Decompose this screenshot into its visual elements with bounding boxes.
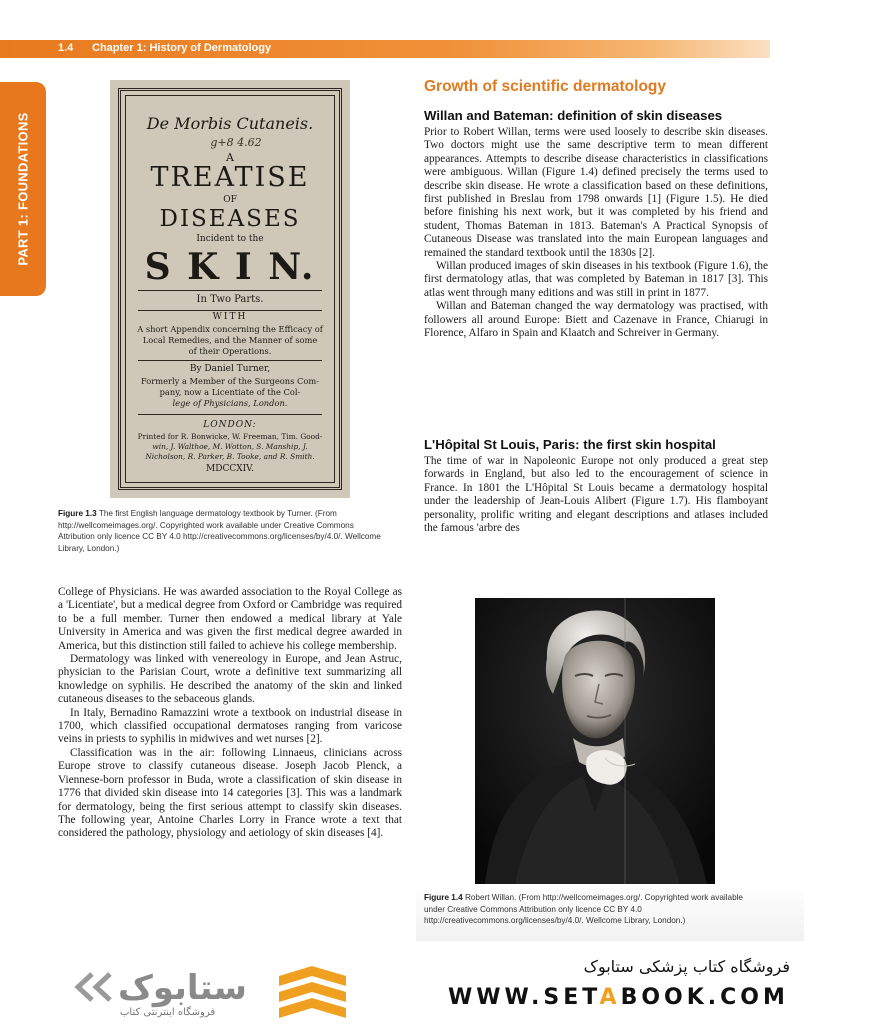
tp-line-a: A bbox=[226, 151, 234, 164]
body-paragraph: Prior to Robert Willan, terms were used loosely to describe skin diseases. Two doctors might use the same descriptive term to mean different appearances. Attempts to describe disease characteristics in classifications were ambiguous. Willan (Figure 1.4) defined precisely the terms used to describe skin disease. He wrote a classification based on these definitions, first published in Breslau from 1798 onwards [1] (Figure 1.5). He died before finishing his next work, but it was completed by his friend and student, Thomas Bateman in 1813. Bateman's A Practical Synopsis of Cutaneous Disease was translated into the main European languages and remained the standard textbook until the 1830s [2]. bbox=[424, 126, 768, 259]
tp-line-printers-3: Nicholson, R. Parker, B. Tooke, and R. Smith. bbox=[145, 452, 315, 461]
caption-text: The first English language dermatology textbook by Turner. (From http://wellcomeimages.org/. Copyrighted work available under Creative Commons Attribution only licence CC BY 4.0 http://creativecommons.org/licenses/by/4.0/. Wellcome Library, London.) bbox=[58, 509, 381, 553]
title-page-inner-frame bbox=[125, 95, 335, 483]
tp-line-diseases: DISEASES bbox=[159, 206, 301, 232]
figure-1-3-title-page-image bbox=[110, 80, 350, 498]
url-part: WWW.SET bbox=[448, 985, 600, 1010]
caption-label: Figure 1.4 bbox=[424, 893, 463, 902]
store-url[interactable] bbox=[448, 985, 789, 1010]
logo-double-arrow-icon bbox=[70, 970, 116, 1004]
tp-line-author: By Daniel Turner, bbox=[189, 364, 271, 374]
subsection-heading-willan: Willan and Bateman: definition of skin diseases bbox=[424, 108, 723, 123]
figure-1-4-caption bbox=[424, 892, 754, 927]
body-paragraph: The time of war in Napoleonic Europe not only produced a great step forwards in England, but also led to the encouragement of science in France. In 1801 the L'Hôpital St Louis became a dermatology hospital under the leadership of Jean-Louis Alibert (Figure 1.7). His flamboyant personality, prolific writing and elegant descriptions and atlases included the famous 'arbre des bbox=[424, 455, 768, 535]
body-paragraph: College of Physicians. He was awarded association to the Royal College as a 'Licentiate', but a medical degree from Oxford or Cambridge was required to be a full member. Turner then endowed a medical library at Yale University in America and was given the first medical degree awarded in America, but this distinction still failed to achieve his college membership. bbox=[58, 586, 402, 652]
subsection-heading-hopital: L'Hôpital St Louis, Paris: the first skin hospital bbox=[424, 437, 716, 452]
willan-bateman-body bbox=[424, 126, 768, 341]
body-paragraph: Willan and Bateman changed the way dermatology was practised, with followers all around Europe: Biett and Cazenave in France, Chiarugi in Florence, Alfaro in Spain and Klaatch and Schreiver in Germany. bbox=[424, 300, 768, 340]
running-header bbox=[0, 40, 770, 58]
tp-line-treatise: TREATISE bbox=[150, 162, 310, 193]
tp-line-london: LONDON: bbox=[203, 420, 257, 430]
page-number: 1.4 bbox=[58, 42, 74, 54]
tp-line-appendix: A short Appendix concerning the Efficacy of bbox=[137, 324, 323, 334]
tp-line-of: OF bbox=[223, 195, 237, 205]
title-page-frame bbox=[118, 88, 342, 490]
tp-line-college: lege of Physicians, London. bbox=[172, 398, 288, 408]
url-highlight-letter: A bbox=[599, 985, 621, 1010]
tp-line-remedies: Local Remedies, and the Manner of some bbox=[142, 335, 318, 345]
section-heading: Growth of scientific dermatology bbox=[424, 78, 666, 95]
part-label: PART 1: FOUNDATIONS bbox=[15, 112, 31, 266]
store-name: فروشگاه کتاب پزشکی ستابوک bbox=[583, 957, 790, 976]
tp-line-two-parts: In Two Parts. bbox=[196, 294, 264, 305]
part-side-tab bbox=[0, 82, 46, 296]
figure-1-3-caption bbox=[58, 508, 388, 554]
tp-rule bbox=[138, 414, 322, 415]
body-paragraph: Classification was in the air: following Linnaeus, clinicians across Europe strove to classify cutaneous disease. Joseph Jacob Plenck, a Viennese-born professor in Buda, wrote a classification of skin disease in 1776 that divided skin disease into 14 categories [3]. This was a landmark for dermatology, being the first serious attempt to classify skin diseases. The following year, Antoine Charles Lorry in France wrote a text that considered the pathology, physiology and aetiology of skin diseases [4]. bbox=[58, 746, 402, 840]
tp-line-operations: of their Operations. bbox=[188, 346, 272, 356]
tp-rule bbox=[138, 310, 322, 311]
body-paragraph: Dermatology was linked with venereology in Europe, and Jean Astruc, physician to the Parisian Court, wrote a definitive text summarizing all knowledge on syphilis. He described the anatomy of the skin and linked cutaneous diseases to the sebaceous glands. bbox=[58, 653, 402, 706]
caption-label: Figure 1.3 bbox=[58, 509, 97, 518]
url-part: BOOK.COM bbox=[620, 985, 789, 1010]
tp-rule bbox=[138, 290, 322, 291]
chapter-title: Chapter 1: History of Dermatology bbox=[92, 42, 272, 54]
tp-line-with: WITH bbox=[212, 312, 248, 322]
tp-line-formerly: Formerly a Member of the Surgeons Com- bbox=[140, 376, 320, 386]
tp-line-printers-2: win, J. Walthoe, M. Wotton, S. Manship, J. bbox=[152, 442, 308, 451]
portrait-illustration bbox=[475, 598, 715, 884]
logo-wordmark: ستابوک bbox=[118, 968, 247, 1008]
figure-1-4-portrait-image bbox=[475, 598, 715, 884]
hopital-body bbox=[424, 455, 768, 535]
logo-chevron-icon bbox=[275, 962, 350, 1022]
tp-line-latin-title: De Morbis Cutaneis. bbox=[146, 114, 314, 133]
tp-line-licentiate: pany, now a Licentiate of the Col- bbox=[159, 387, 301, 397]
tp-line-skin: S K I N. bbox=[144, 246, 316, 288]
tp-line-printed: Printed for R. Bonwicke, W. Freeman, Tim. Good- bbox=[137, 432, 323, 441]
tp-rule bbox=[138, 360, 322, 361]
logo-subtitle: فروشگاه اینترنتی کتاب bbox=[120, 1007, 216, 1018]
body-paragraph: In Italy, Bernadino Ramazzini wrote a textbook on industrial disease in 1700, which classified occupational dermatoses ranging from varicose veins in priests to syphilis in midwives and wet nurses [2]. bbox=[58, 706, 402, 746]
left-column-body bbox=[58, 586, 402, 841]
tp-handwritten-shelfmark: g+8 4.62 bbox=[210, 136, 262, 149]
caption-text: Robert Willan. (From http://wellcomeimages.org/. Copyrighted work available under Creative Commons Attribution only licence CC BY 4.0 http://creativecommons.org/licenses/by/4.0/. Wellcome Library, London.) bbox=[424, 893, 743, 925]
body-paragraph: Willan produced images of skin diseases in his textbook (Figure 1.6), the first dermatology atlas, that was completed by Bateman in 1817 [3]. This atlas went through many editions and was still in print in 1877. bbox=[424, 260, 768, 299]
tp-line-incident: Incident to the bbox=[196, 234, 264, 244]
tp-line-date: MDCCXIV. bbox=[206, 464, 254, 474]
